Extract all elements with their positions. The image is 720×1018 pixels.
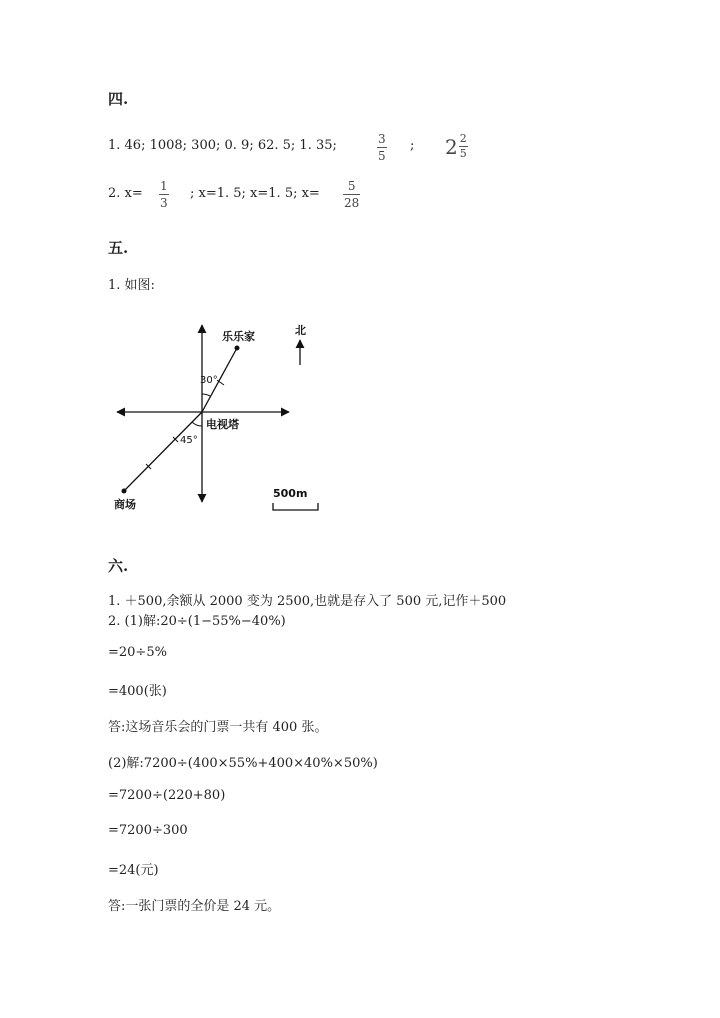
label-lelejia: 乐乐家: [222, 330, 255, 343]
section-heading-4: 四.: [108, 90, 129, 108]
answer-6-line: =400(张): [108, 684, 167, 699]
point-mall: [122, 489, 127, 494]
answer-4-2-prefix: 2. x=: [108, 186, 143, 201]
answer-6-line: =24(元): [108, 863, 159, 878]
fraction-numerator: 1: [160, 179, 168, 193]
fraction-3-5: [377, 132, 387, 163]
answer-6-line: =7200÷300: [108, 823, 188, 838]
scale-bar: [273, 503, 318, 510]
answer-6-line: 答:一张门票的全价是 24 元。: [108, 899, 281, 914]
mixed-fraction: [459, 133, 468, 160]
label-north: 北: [295, 324, 306, 337]
fraction-numerator: 3: [378, 132, 386, 146]
fraction-numerator: 2: [459, 132, 467, 145]
mixed-number-2-2-5: [445, 133, 468, 160]
angle-arc-30: [202, 394, 210, 396]
fraction-bar: [377, 147, 387, 148]
answer-4-1-separator: ;: [410, 138, 415, 153]
fraction-denominator: 5: [378, 149, 386, 163]
fraction-numerator: 5: [347, 179, 356, 193]
answer-5-1-text: 1. 如图:: [108, 278, 155, 293]
fraction-bar: [159, 194, 169, 195]
point-lelejia: [235, 346, 240, 351]
answer-4-1-text: 1. 46; 1008; 300; 0. 9; 62. 5; 1. 35;: [108, 138, 337, 153]
section-heading-6: 六.: [108, 557, 129, 575]
mixed-whole: 2: [445, 134, 458, 159]
label-scale: 500m: [273, 487, 308, 500]
line-to-mall: [124, 412, 202, 491]
fraction-5-28: [343, 179, 360, 210]
answer-6-line: =7200÷(220+80): [108, 788, 226, 803]
label-mall: 商场: [114, 498, 136, 511]
direction-diagram: [100, 310, 340, 520]
label-angle-45: 45°: [180, 435, 198, 446]
label-tv-tower: 电视塔: [206, 418, 239, 431]
angle-arc-45: [192, 422, 202, 426]
fraction-bar: [343, 194, 360, 195]
fraction-1-3: [159, 179, 169, 210]
label-angle-30: 30°: [200, 375, 218, 386]
fraction-denominator: 5: [459, 147, 467, 160]
answer-6-line: 1. ＋500,余额从 2000 变为 2500,也就是存入了 500 元,记作＋500: [108, 594, 507, 609]
section-heading-5: 五.: [108, 239, 129, 257]
fraction-denominator: 28: [344, 196, 360, 210]
answer-6-line: 答:这场音乐会的门票一共有 400 张。: [108, 720, 328, 735]
answer-6-line: =20÷5%: [108, 645, 167, 660]
fraction-denominator: 3: [160, 196, 168, 210]
answer-6-line: (2)解:7200÷(400×55%+400×40%×50%): [108, 756, 378, 771]
answer-6-line: 2. (1)解:20÷(1−55%−40%): [108, 614, 286, 629]
answer-4-2-middle: ; x=1. 5; x=1. 5; x=: [190, 186, 320, 201]
